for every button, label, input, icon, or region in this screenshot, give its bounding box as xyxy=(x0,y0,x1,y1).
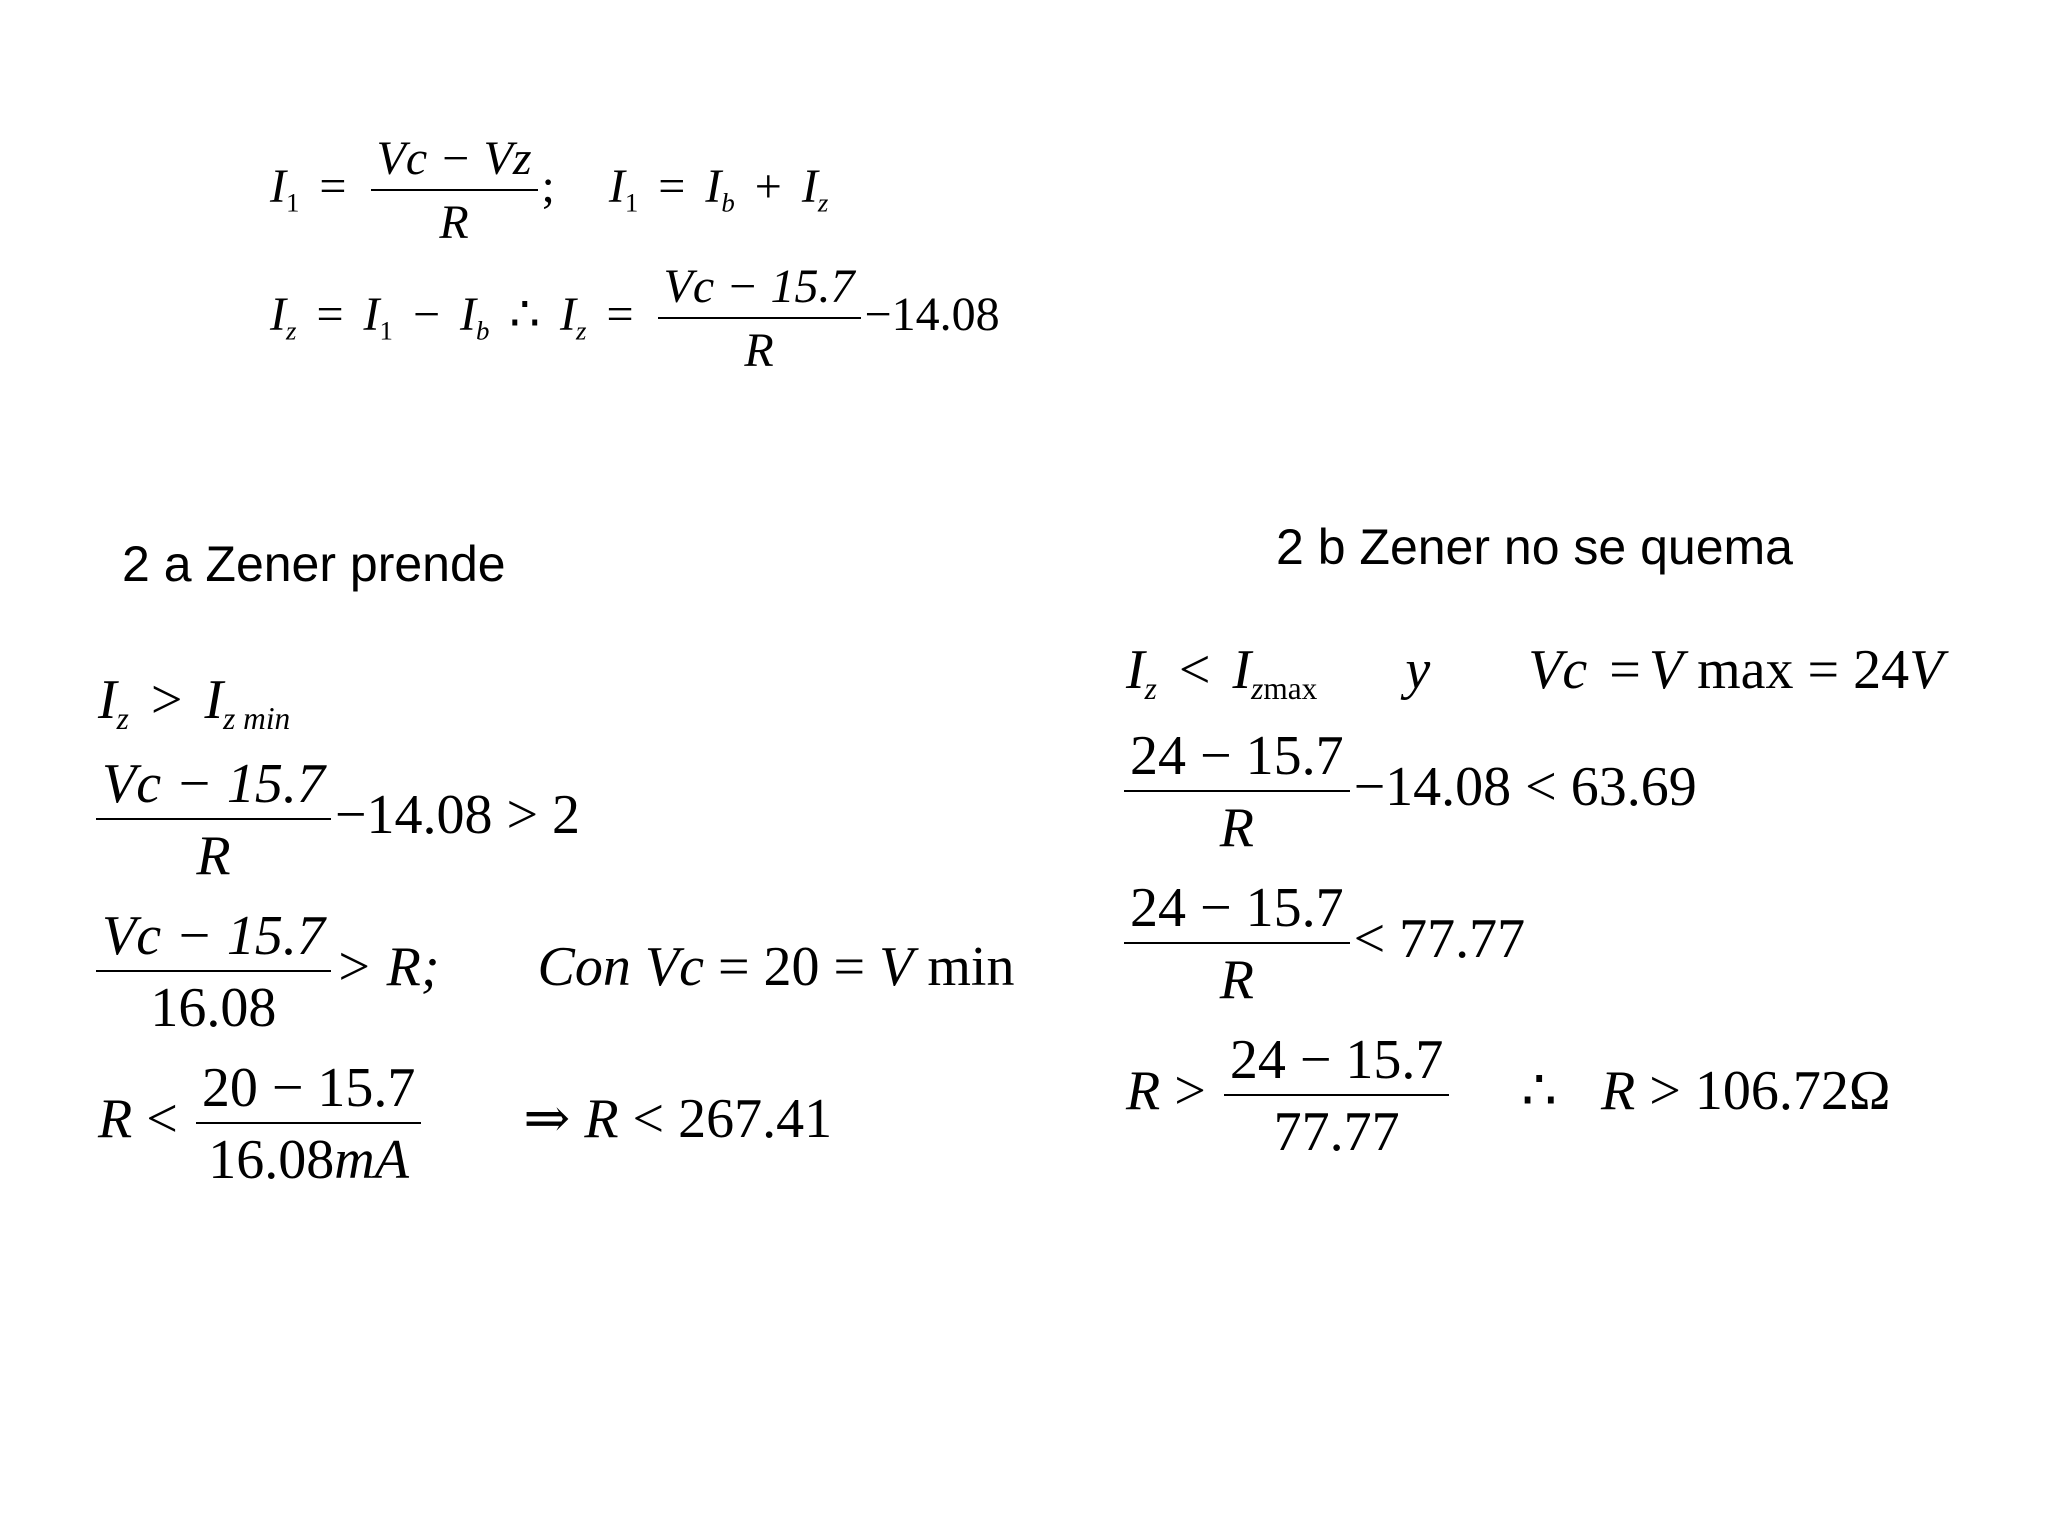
operator: = xyxy=(316,288,344,342)
symbol: I xyxy=(1232,639,1252,701)
symbol: R xyxy=(584,1087,619,1150)
subscript: z xyxy=(817,187,829,218)
operator: − xyxy=(412,288,441,342)
section-a-line3 xyxy=(92,905,1015,1039)
denominator: R xyxy=(439,196,469,249)
section-b-line2 xyxy=(1120,725,1697,859)
symbol: I xyxy=(270,160,286,214)
operator: < xyxy=(1178,639,1211,701)
subscript: 1 xyxy=(624,187,639,218)
symbol: I xyxy=(608,160,625,214)
subscript: z xyxy=(575,315,587,346)
fraction xyxy=(96,905,331,1039)
therefore-symbol: ∴ xyxy=(509,288,540,342)
numerator: Vc − 15.7 xyxy=(96,756,331,820)
term: > R; xyxy=(334,935,440,998)
symbol: I xyxy=(363,288,380,342)
section-a-line2 xyxy=(92,753,581,887)
symbol: I xyxy=(270,288,286,342)
subscript: b xyxy=(721,187,735,218)
term: < 77.77 xyxy=(1353,907,1526,970)
subscript: z xyxy=(116,700,129,736)
unit: V xyxy=(1909,639,1944,701)
symbol: V xyxy=(1648,639,1684,701)
term: −14.08 > 2 xyxy=(334,783,581,846)
numerator: 24 − 15.7 xyxy=(1224,1032,1450,1096)
section-a-line1 xyxy=(98,669,291,736)
symbol: Vc xyxy=(1528,639,1588,701)
condition-min: min xyxy=(913,935,1015,998)
equation-i1 xyxy=(270,132,829,249)
section-b-line4 xyxy=(1126,1029,1891,1163)
fraction xyxy=(371,132,538,249)
operator: = xyxy=(658,160,686,214)
subscript-max: max xyxy=(1263,670,1318,706)
max-value: max = 24 xyxy=(1683,639,1910,701)
subscript: b xyxy=(476,315,490,346)
section-b-line3 xyxy=(1120,877,1526,1011)
fraction xyxy=(658,260,861,377)
symbol: I xyxy=(204,669,224,731)
denominator: R xyxy=(1219,949,1254,1011)
subscript: 1 xyxy=(285,187,300,218)
denominator: R xyxy=(1219,797,1254,859)
condition-label: Con Vc xyxy=(537,935,704,998)
symbol: I xyxy=(1126,639,1145,701)
denominator: 16.08 xyxy=(150,977,277,1039)
operator: = xyxy=(319,160,347,214)
fraction xyxy=(196,1057,422,1191)
denominator-unit: mA xyxy=(334,1129,409,1191)
conjunction: y xyxy=(1405,639,1431,701)
result: < 267.41 xyxy=(618,1087,833,1150)
operator: < xyxy=(146,1087,178,1150)
fraction xyxy=(96,753,331,887)
numerator: Vc − 15.7 xyxy=(96,908,331,972)
symbol: R xyxy=(1126,1059,1161,1122)
symbol: V xyxy=(879,935,914,998)
operator: > xyxy=(1174,1059,1206,1122)
numerator: Vc − Vz xyxy=(371,135,538,191)
operator: = xyxy=(1609,639,1641,701)
symbol: I xyxy=(560,288,576,342)
subscript: z xyxy=(1251,670,1264,706)
symbol: R xyxy=(98,1087,133,1150)
section-a-line4 xyxy=(98,1057,833,1191)
fraction xyxy=(1124,725,1350,859)
subscript: 1 xyxy=(379,315,393,346)
symbol: R xyxy=(1601,1059,1636,1122)
denominator: R xyxy=(744,324,774,377)
section-b-line1 xyxy=(1126,639,1944,706)
term: −14.08 < 63.69 xyxy=(1353,755,1697,818)
numerator: 24 − 15.7 xyxy=(1124,728,1350,792)
subscript: z min xyxy=(223,700,291,736)
denominator: 77.77 xyxy=(1273,1101,1400,1163)
numerator: 20 − 15.7 xyxy=(196,1060,422,1124)
operator: > xyxy=(150,669,183,731)
denominator-value: 16.08 xyxy=(208,1129,335,1191)
numerator: 24 − 15.7 xyxy=(1124,880,1350,944)
operator: = xyxy=(606,288,634,342)
section-b-heading: 2 b Zener no se quema xyxy=(1276,519,1793,575)
operator: + xyxy=(754,160,782,214)
symbol: I xyxy=(98,669,117,731)
fraction xyxy=(1124,877,1350,1011)
result: > 106.72Ω xyxy=(1635,1059,1891,1122)
subscript: z xyxy=(285,315,297,346)
subscript: z xyxy=(1144,670,1157,706)
equation-iz xyxy=(270,260,1000,377)
numerator: Vc − 15.7 xyxy=(658,263,861,319)
fraction xyxy=(1224,1029,1450,1163)
implies-symbol: ⇒ xyxy=(523,1087,571,1150)
symbol: I xyxy=(460,288,477,342)
denominator: R xyxy=(196,825,231,887)
denominator xyxy=(202,1124,415,1191)
symbol: I xyxy=(705,160,722,214)
term: −14.08 xyxy=(864,288,1000,342)
symbol: I xyxy=(801,160,818,214)
therefore-symbol: ∴ xyxy=(1521,1059,1558,1122)
condition-value: = 20 = xyxy=(717,935,880,998)
section-a-heading: 2 a Zener prende xyxy=(122,536,506,592)
separator: ; xyxy=(541,160,555,214)
